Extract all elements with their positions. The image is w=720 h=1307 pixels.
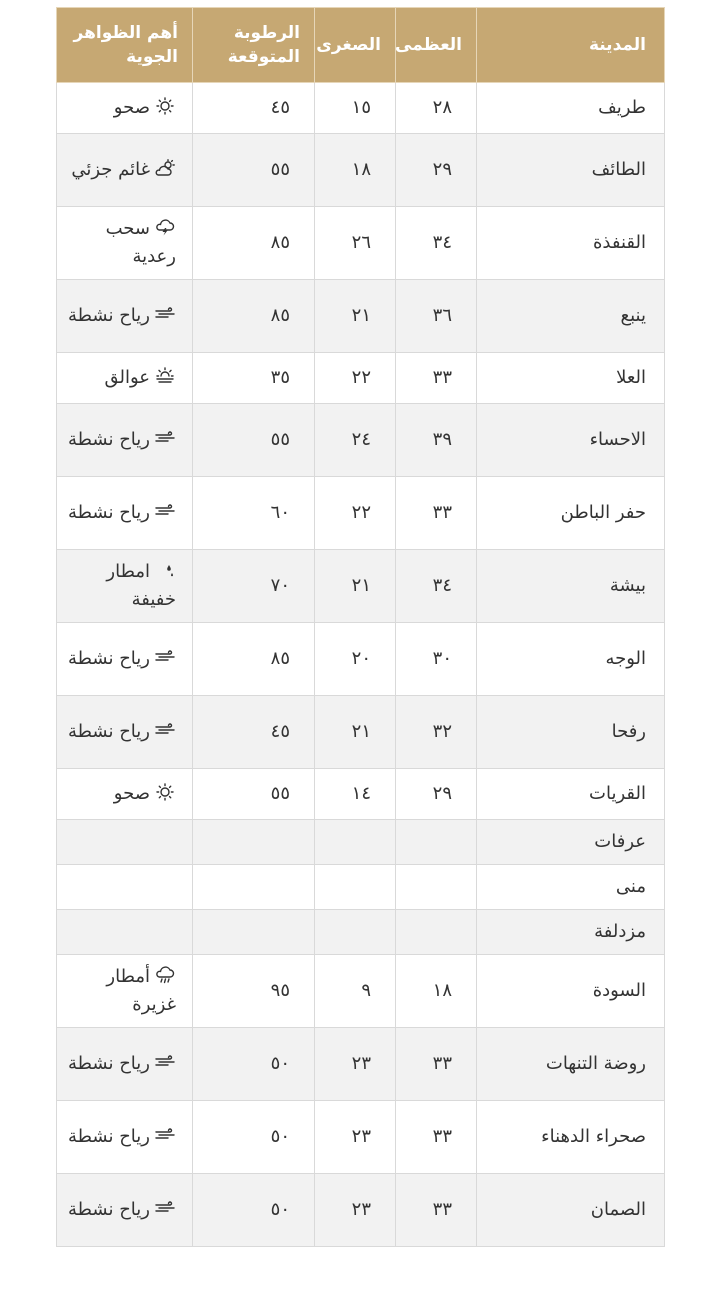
city-cell: رفحا [477, 696, 665, 769]
weather-text: رياح نشطة [67, 429, 150, 450]
max-cell: ١٨ [396, 955, 477, 1028]
wind-icon [154, 647, 176, 665]
table-row [57, 1101, 665, 1174]
weather-text: رياح نشطة [67, 502, 150, 523]
humidity-cell: ٥٥ [193, 769, 315, 820]
table-row [57, 820, 665, 865]
city-cell: القنفذة [477, 207, 665, 280]
humidity-cell [193, 910, 315, 955]
header-max: العظمى [396, 8, 477, 83]
city-cell: منى [477, 865, 665, 910]
city-cell: عرفات [477, 820, 665, 865]
weather-text: صحو [113, 97, 150, 118]
humidity-cell: ٥٥ [193, 134, 315, 207]
thunder-cloud-icon [154, 217, 176, 235]
header-city: المدينة [477, 8, 665, 83]
weather-cell [57, 696, 193, 769]
city-cell: الوجه [477, 623, 665, 696]
table-row [57, 769, 665, 820]
weather-cell [57, 404, 193, 477]
city-cell: السودة [477, 955, 665, 1028]
table-row [57, 280, 665, 353]
min-cell: ٢٣ [315, 1174, 396, 1247]
max-cell: ٢٨ [396, 83, 477, 134]
humidity-cell: ٥٥ [193, 404, 315, 477]
city-cell: مزدلفة [477, 910, 665, 955]
weather-text: رياح نشطة [67, 648, 150, 669]
weather-cell [57, 280, 193, 353]
min-cell: ٩ [315, 955, 396, 1028]
wind-icon [154, 1052, 176, 1070]
min-cell: ٢٦ [315, 207, 396, 280]
haze-icon [154, 366, 176, 384]
humidity-cell: ٥٠ [193, 1028, 315, 1101]
max-cell: ٣٣ [396, 477, 477, 550]
humidity-cell [193, 820, 315, 865]
max-cell: ٢٩ [396, 769, 477, 820]
min-cell: ٢٣ [315, 1101, 396, 1174]
weather-text: رياح نشطة [67, 721, 150, 742]
humidity-cell: ٩٥ [193, 955, 315, 1028]
city-cell: القريات [477, 769, 665, 820]
table-body [57, 83, 665, 1247]
weather-table [56, 7, 665, 1247]
weather-text: صحو [113, 783, 150, 804]
wind-icon [154, 720, 176, 738]
weather-text: رياح نشطة [67, 305, 150, 326]
weather-cell [57, 207, 193, 280]
humidity-cell: ٥٠ [193, 1174, 315, 1247]
humidity-cell: ٨٥ [193, 207, 315, 280]
min-cell [315, 865, 396, 910]
city-cell: الصمان [477, 1174, 665, 1247]
max-cell: ٣٢ [396, 696, 477, 769]
max-cell: ٣٣ [396, 1174, 477, 1247]
max-cell: ٣٤ [396, 207, 477, 280]
weather-text: عوالق [104, 367, 150, 388]
humidity-cell: ٥٠ [193, 1101, 315, 1174]
max-cell: ٣٤ [396, 550, 477, 623]
table-row [57, 550, 665, 623]
weather-text: غائم جزئي [71, 159, 150, 180]
weather-cell [57, 910, 193, 955]
city-cell: حفر الباطن [477, 477, 665, 550]
table-row [57, 404, 665, 477]
min-cell: ١٤ [315, 769, 396, 820]
header-min: الصغرى [315, 8, 396, 83]
city-cell: طريف [477, 83, 665, 134]
humidity-cell: ٧٠ [193, 550, 315, 623]
humidity-cell: ٤٥ [193, 696, 315, 769]
sun-icon [154, 782, 176, 800]
weather-cell [57, 623, 193, 696]
humidity-cell: ٦٠ [193, 477, 315, 550]
header-weather: أهم الظواهر الجوية [57, 8, 193, 83]
weather-text: رياح نشطة [67, 1199, 150, 1220]
humidity-cell: ٨٥ [193, 623, 315, 696]
weather-cell [57, 477, 193, 550]
city-cell: بيشة [477, 550, 665, 623]
table-header-row [57, 8, 665, 83]
weather-cell [57, 1101, 193, 1174]
max-cell: ٣٩ [396, 404, 477, 477]
min-cell: ٢٠ [315, 623, 396, 696]
weather-cell [57, 865, 193, 910]
min-cell: ٢٤ [315, 404, 396, 477]
table-row [57, 353, 665, 404]
weather-cell [57, 83, 193, 134]
table-row [57, 1028, 665, 1101]
table-row [57, 83, 665, 134]
table-row [57, 623, 665, 696]
humidity-cell: ٣٥ [193, 353, 315, 404]
max-cell: ٢٩ [396, 134, 477, 207]
humidity-cell: ٤٥ [193, 83, 315, 134]
wind-icon [154, 428, 176, 446]
table-row [57, 910, 665, 955]
max-cell [396, 910, 477, 955]
min-cell: ٢٣ [315, 1028, 396, 1101]
heavy-rain-icon [154, 965, 176, 983]
table-row [57, 865, 665, 910]
sun-icon [154, 96, 176, 114]
weather-cell [57, 769, 193, 820]
min-cell [315, 910, 396, 955]
table-row [57, 696, 665, 769]
weather-text: رياح نشطة [67, 1053, 150, 1074]
city-cell: العلا [477, 353, 665, 404]
city-cell: صحراء الدهناء [477, 1101, 665, 1174]
weather-cell [57, 1028, 193, 1101]
min-cell: ٢١ [315, 280, 396, 353]
light-rain-icon [154, 560, 176, 578]
wind-icon [154, 304, 176, 322]
table-row [57, 477, 665, 550]
weather-cell [57, 1174, 193, 1247]
weather-cell [57, 134, 193, 207]
max-cell: ٣٠ [396, 623, 477, 696]
weather-cell [57, 955, 193, 1028]
max-cell: ٣٦ [396, 280, 477, 353]
city-cell: الاحساء [477, 404, 665, 477]
wind-icon [154, 1125, 176, 1143]
max-cell: ٣٣ [396, 1028, 477, 1101]
city-cell: روضة التنهات [477, 1028, 665, 1101]
weather-cell [57, 820, 193, 865]
min-cell: ٢١ [315, 696, 396, 769]
weather-cell [57, 353, 193, 404]
weather-text: امطار خفيفة [106, 561, 176, 610]
min-cell: ٢٢ [315, 353, 396, 404]
wind-icon [154, 501, 176, 519]
table-row [57, 955, 665, 1028]
humidity-cell: ٨٥ [193, 280, 315, 353]
min-cell: ١٥ [315, 83, 396, 134]
partly-cloudy-icon [154, 158, 176, 176]
max-cell [396, 865, 477, 910]
table-row [57, 1174, 665, 1247]
min-cell: ٢١ [315, 550, 396, 623]
table-row [57, 134, 665, 207]
weather-text: أمطار غزيرة [106, 966, 176, 1015]
humidity-cell [193, 865, 315, 910]
weather-text: سحب رعدية [105, 218, 176, 267]
header-humidity: الرطوبة المتوقعة [193, 8, 315, 83]
city-cell: الطائف [477, 134, 665, 207]
min-cell: ٢٢ [315, 477, 396, 550]
max-cell: ٣٣ [396, 353, 477, 404]
min-cell [315, 820, 396, 865]
min-cell: ١٨ [315, 134, 396, 207]
weather-cell [57, 550, 193, 623]
table-row [57, 207, 665, 280]
city-cell: ينبع [477, 280, 665, 353]
max-cell [396, 820, 477, 865]
max-cell: ٣٣ [396, 1101, 477, 1174]
weather-table-container [56, 7, 664, 1247]
weather-text: رياح نشطة [67, 1126, 150, 1147]
wind-icon [154, 1198, 176, 1216]
